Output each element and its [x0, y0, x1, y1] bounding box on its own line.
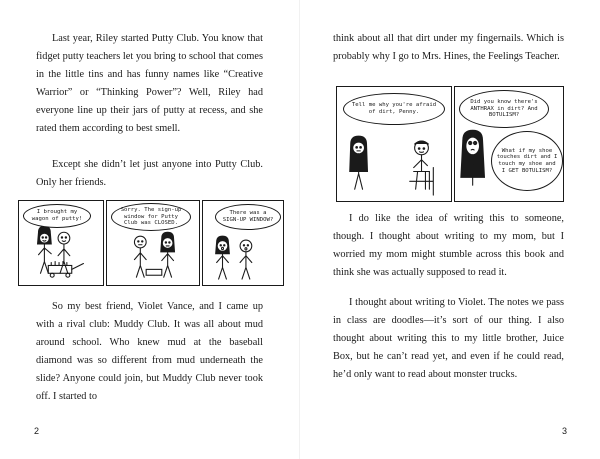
paragraph: I do like the idea of writing this to someone, though. I thought about writing to my mom, but I worried my mom might stumble across this book and think she was actually supposed to read it.	[333, 213, 564, 278]
speech-bubble	[23, 204, 91, 228]
speech-text: Did you know there's ANTHRAX in dirt? And BOTULISM?	[470, 99, 538, 119]
page-number: 3	[562, 426, 568, 436]
speech-bubble	[111, 203, 191, 231]
speech-text: Tell me why you're afraid of dirt, Penny.	[351, 102, 437, 115]
speech-text: What if my shoe touches dirt and I touch my shoe and I GET BOTULISM?	[496, 147, 558, 174]
paragraph: I thought about writing to Violet. The notes we pass in class are doodles—it’s sort of our thing. I also thought about writing this to my little brother, Juice Box, but he can’t read yet, and even if he could read, he’d only want to read about monster trucks.	[333, 297, 564, 380]
comic-panel-1	[336, 86, 452, 202]
putty-club-comic	[18, 200, 284, 286]
comic-panel-2	[454, 86, 564, 202]
paragraph: So my best friend, Violet Vance, and I came up with a rival club: Muddy Club. It was all about mud around school. Who knew mud at the baseball diamond was so different from mud underneath the slide? Anyone could join, but Muddy Club never took off. I started to	[36, 301, 263, 402]
speech-bubble	[343, 93, 445, 125]
speech-bubble	[215, 204, 281, 230]
speech-bubble	[459, 90, 549, 128]
comic-panel-1	[18, 200, 104, 286]
paragraph: Last year, Riley started Putty Club. You know that fidget putty teachers let you bring to school that comes in the little tins and has funny names like “Creative Warrior” or “Thinking Power”? Well, Riley had everyone line up their jars of putty at recess, and she rated them according to best smell.	[36, 33, 263, 134]
speech-text: There was a SIGN-UP WINDOW?	[222, 210, 274, 223]
speech-text: Sorry. The sign-up window for Putty Club was CLOSED.	[120, 207, 182, 227]
comic-panel-2	[106, 200, 200, 286]
paragraph: think about all that dirt under my fingernails. Which is probably why I go to Mrs. Hines, the Feelings Teacher.	[333, 33, 564, 62]
page-number: 2	[34, 426, 40, 436]
comic-panel-3	[202, 200, 284, 286]
feelings-teacher-comic	[336, 86, 564, 202]
speech-text: I brought my wagon of putty!	[31, 209, 83, 222]
speech-bubble	[491, 131, 563, 191]
paragraph: Except she didn’t let just anyone into Putty Club. Only her friends.	[36, 159, 263, 188]
